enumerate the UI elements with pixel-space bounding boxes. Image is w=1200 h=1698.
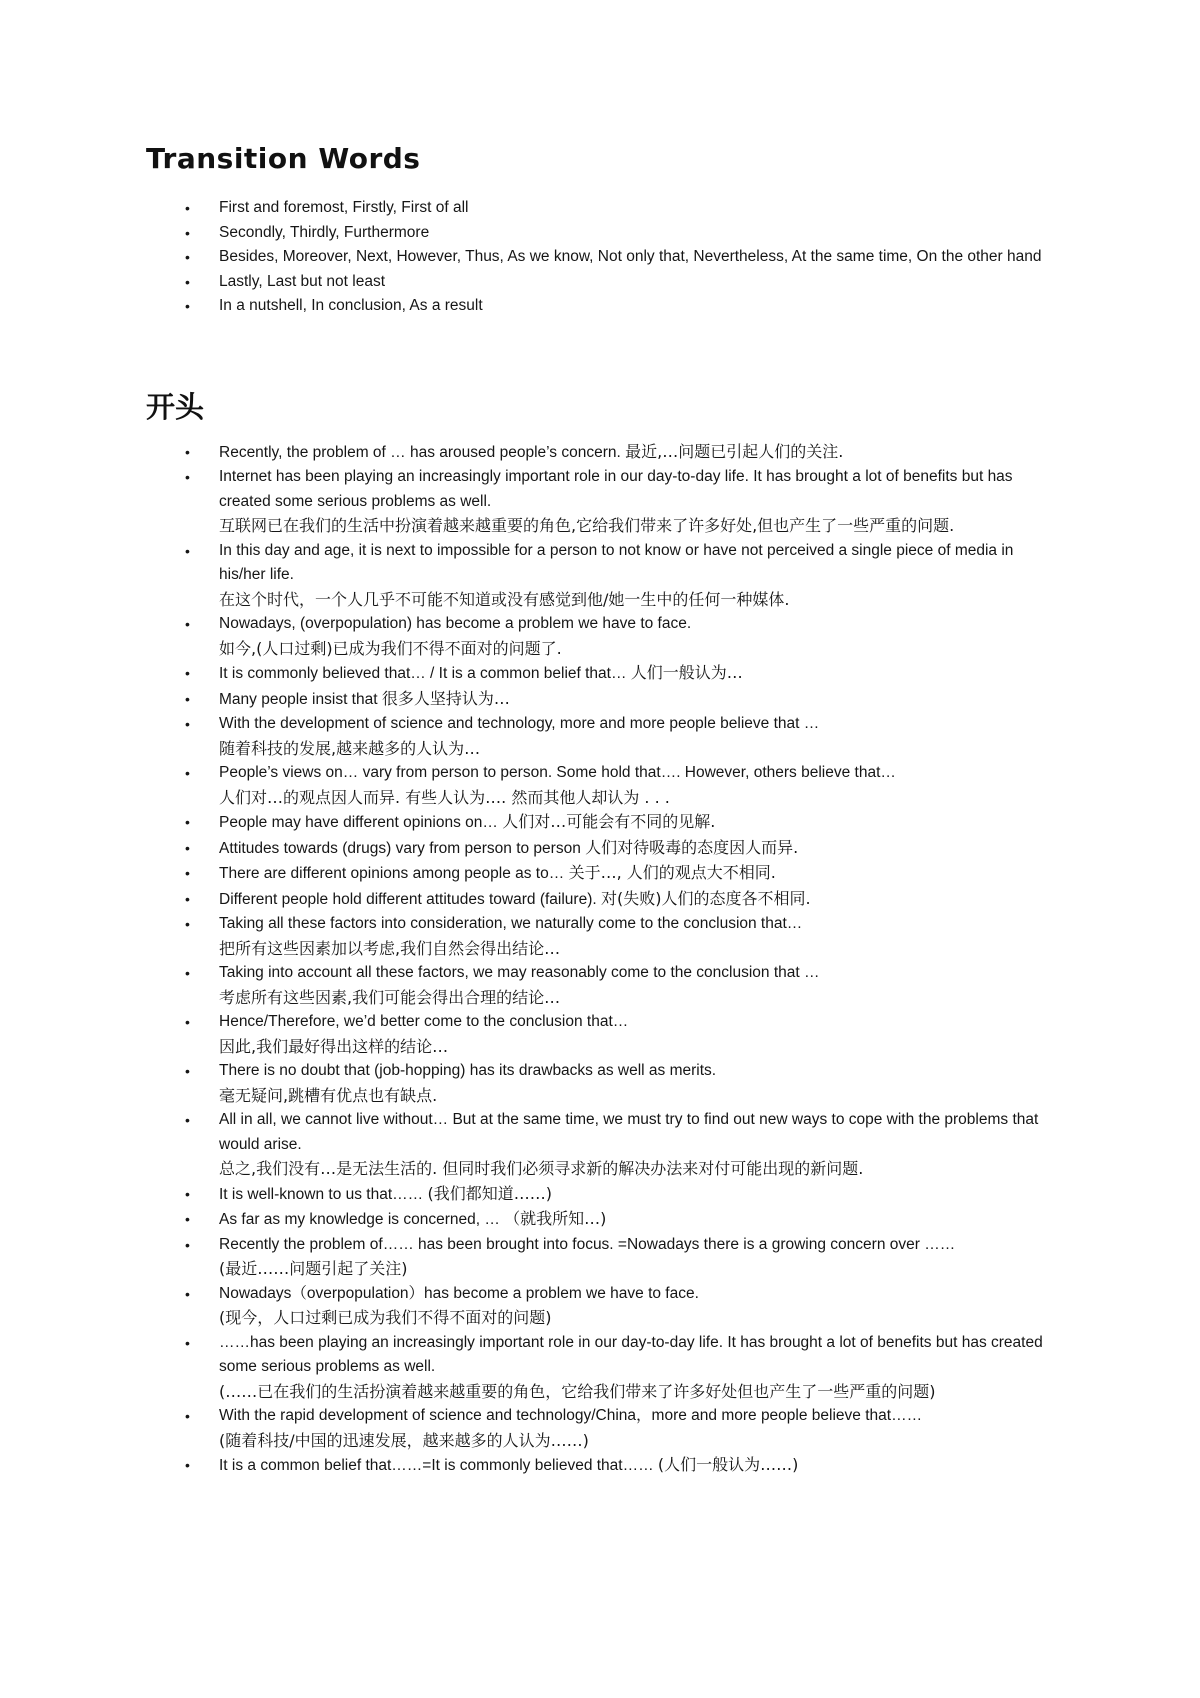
chinese-translation: 考虑所有这些因素,我们可能会得出合理的结论…: [219, 987, 561, 1007]
chinese-translation: （就我所知…): [504, 1209, 607, 1228]
list-item: [183, 245, 1063, 270]
chinese-translation: 人们对…的观点因人而异. 有些人认为…. 然而其他人却认为 . . .: [219, 787, 670, 807]
english-phrase: It is commonly believed that… / It is a common belief that…: [219, 665, 627, 682]
list-item: [183, 1282, 1063, 1331]
english-phrase: Taking into account all these factors, we may reasonably come to the conclusion that …: [219, 964, 820, 981]
chinese-translation: 对(失败)人们的态度各不相同.: [601, 888, 811, 908]
list-item: [183, 836, 1063, 862]
list-item: [183, 887, 1063, 913]
list-item: [183, 1207, 1063, 1233]
english-phrase: Recently, the problem of … has aroused people’s concern.: [219, 443, 621, 461]
list-item: [183, 861, 1063, 887]
list-item: [183, 1453, 1063, 1479]
list-item: [183, 661, 1063, 687]
list-item: [183, 539, 1063, 613]
list-item-text: • Secondly, Thirdly, Furthermore: [219, 223, 430, 241]
list-item: [183, 712, 1063, 761]
section-heading-transition-words: Transition Words: [146, 142, 421, 175]
english-phrase: Different people hold different attitudes toward (failure).: [219, 890, 597, 908]
list-item: [183, 270, 1063, 295]
list-item: [183, 1108, 1063, 1182]
list-item: [183, 1182, 1063, 1208]
english-phrase: It is a common belief that……=It is commonly believed that……: [219, 1457, 654, 1474]
english-phrase: Internet has been playing an increasingly important role in our day-to-day life. It has brought a lot of benefits but has created some serious problems as well.: [219, 468, 1013, 510]
chinese-translation: (……已在我们的生活扮演着越来越重要的角色，它给我们带来了许多好处但也产生了一些严重的问题): [219, 1381, 936, 1401]
english-phrase: People may have different opinions on…: [219, 814, 498, 831]
english-phrase: With the rapid development of science and technology/China，more and more people believe that……: [219, 1407, 923, 1424]
list-item-text: • Lastly, Last but not least: [219, 272, 386, 290]
list-item: [183, 612, 1063, 661]
english-phrase: Many people insist that: [219, 690, 378, 708]
english-phrase: It is well-known to us that……: [219, 1185, 424, 1203]
chinese-translation: (我们都知道……): [427, 1183, 552, 1203]
english-phrase: With the development of science and technology, more and more people believe that …: [219, 715, 820, 732]
chinese-translation: 把所有这些因素加以考虑,我们自然会得出结论…: [219, 938, 561, 958]
list-item: [183, 1404, 1063, 1453]
english-phrase: Recently the problem of…… has been brought into focus. =Nowadays there is a growing concern over ……: [219, 1235, 956, 1253]
chinese-translation: 毫无疑问,跳槽有优点也有缺点.: [219, 1085, 438, 1105]
chinese-translation: 总之,我们没有…是无法生活的. 但同时我们必须寻求新的解决办法来对付可能出现的新问题.: [219, 1159, 864, 1178]
list-item: [183, 1059, 1063, 1108]
opening-phrases-list: [183, 440, 1063, 1479]
chinese-translation: 因此,我们最好得出这样的结论…: [219, 1036, 449, 1056]
english-phrase: As far as my knowledge is concerned, …: [219, 1211, 500, 1228]
list-item: [183, 1010, 1063, 1059]
chinese-translation: 人们对…可能会有不同的见解.: [502, 812, 716, 831]
list-item: [183, 440, 1063, 466]
chinese-translation: 互联网已在我们的生活中扮演着越来越重要的角色,它给我们带来了许多好处,但也产生了一些严重的问题.: [219, 516, 955, 535]
chinese-translation: 人们一般认为…: [630, 663, 743, 682]
english-phrase: All in all, we cannot live without… But at the same time, we must try to find out new ways to cope with the problems that would arise.: [219, 1111, 1039, 1153]
chinese-translation: 关于…, 人们的观点大不相同.: [568, 863, 776, 882]
chinese-translation: (最近……问题引起了关注): [219, 1259, 408, 1278]
english-phrase: People’s views on… vary from person to person. Some hold that…. However, others believe that…: [219, 764, 896, 781]
english-phrase: Hence/Therefore, we’d better come to the conclusion that…: [219, 1013, 629, 1030]
english-phrase: There is no doubt that (job-hopping) has its drawbacks as well as merits.: [219, 1062, 717, 1079]
list-item: [183, 294, 1063, 319]
section-heading-opening: 开头: [146, 390, 205, 424]
list-item: [183, 1233, 1063, 1282]
list-item: [183, 961, 1063, 1010]
chinese-translation: 随着科技的发展,越来越多的人认为…: [219, 738, 481, 758]
english-phrase: Nowadays, (overpopulation) has become a problem we have to face.: [219, 615, 692, 632]
chinese-translation: 最近,…问题已引起人们的关注.: [625, 441, 844, 461]
chinese-translation: 在这个时代，一个人几乎不可能不知道或没有感觉到他/她一生中的任何一种媒体.: [219, 589, 790, 609]
list-item: [183, 761, 1063, 810]
list-item: [183, 1331, 1063, 1405]
english-phrase: Taking all these factors into consideration, we naturally come to the conclusion that…: [219, 915, 803, 932]
english-phrase: ……has been playing an increasingly important role in our day-to-day life. It has brought a lot of benefits but has created some serious problems as well.: [219, 1333, 1043, 1375]
list-item: [183, 810, 1063, 836]
chinese-translation: (人们一般认为……): [657, 1455, 799, 1474]
list-item: [183, 912, 1063, 961]
english-phrase: Attitudes towards (drugs) vary from person to person: [219, 839, 581, 857]
list-item: [183, 465, 1063, 539]
english-phrase: In this day and age, it is next to impossible for a person to not know or have not perceived a single piece of media in his/her life.: [219, 541, 1014, 583]
list-item: [183, 221, 1063, 246]
chinese-translation: (现今，人口过剩已成为我们不得不面对的问题): [219, 1308, 552, 1327]
list-item-text: • Besides, Moreover, Next, However, Thus, As we know, Not only that, Nevertheless, At the same time, On the other hand: [219, 248, 1042, 265]
list-item: [183, 687, 1063, 713]
english-phrase: There are different opinions among people as to…: [219, 865, 565, 882]
english-phrase: Nowadays（overpopulation）has become a problem we have to face.: [219, 1284, 699, 1302]
chinese-translation: 人们对待吸毒的态度因人而异.: [585, 837, 799, 857]
list-item-text: • In a nutshell, In conclusion, As a result: [219, 297, 483, 314]
transition-words-list: [183, 196, 1063, 319]
chinese-translation: 很多人坚持认为…: [381, 688, 510, 708]
list-item: [183, 196, 1063, 221]
list-item-text: • First and foremost, Firstly, First of all: [219, 199, 469, 216]
chinese-translation: 如今,(人口过剩)已成为我们不得不面对的问题了.: [219, 638, 562, 658]
chinese-translation: (随着科技/中国的迅速发展，越来越多的人认为……): [219, 1430, 589, 1450]
